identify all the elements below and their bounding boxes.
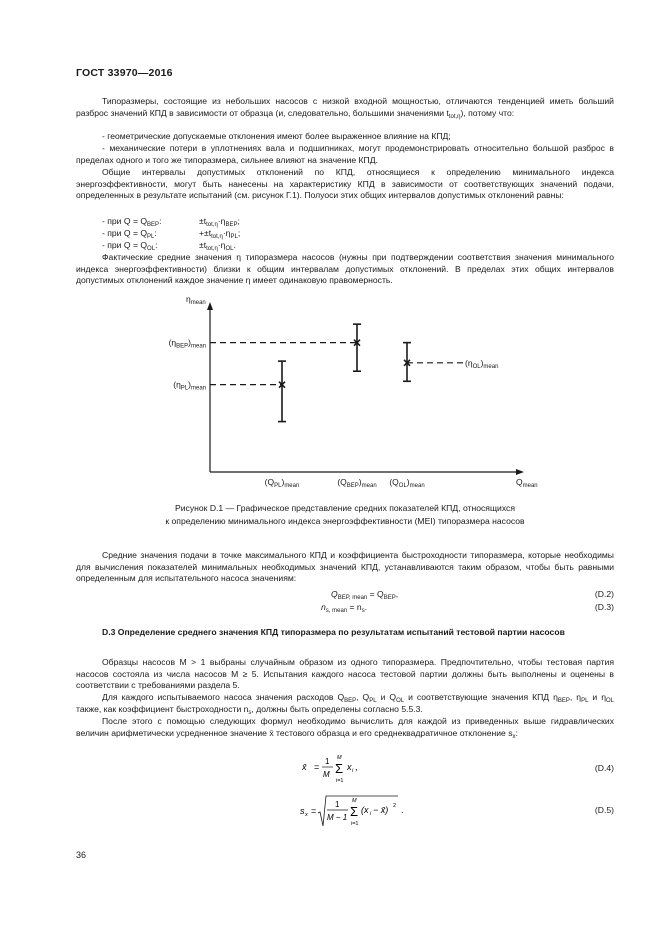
eq5-sum-top: M [352, 798, 357, 804]
eq4-equals: = [314, 762, 320, 772]
y-label-bep: $(\eta_{BEP})_{mean}$ [168, 337, 206, 350]
eq5-equals: = [311, 806, 317, 816]
eq5-term-sup: 2 [393, 803, 397, 809]
paragraph-3: Фактические средние значения η типоразмера насосов (нужны при подтверждении соответствия значения минимального индекса энергоэффективности) близки к общим интервалам допустимых отклонений. В пределах этих общих интервалов допустимых отклонений каждое значение η имеет одинаковую правомерность. [76, 252, 614, 286]
eq4-end: , [355, 762, 358, 772]
chart-canvas [169, 294, 538, 489]
eq5-end: . [401, 805, 404, 815]
list-item: - геометрические допускаемые отклонения имеют более выраженное влияние на КПД; [102, 131, 451, 141]
equation-d3-formula: $n_{s, mean} = n_s$. [321, 602, 368, 614]
paragraph-1: Типоразмеры, состоящие из небольших насосов с низкой входной мощностью, отличаются тенденцией иметь больший разброс значений КПД в зависимости от образца (и, следовательно, большими значениями $t_{tot,\eta}$), потому что: [76, 96, 614, 120]
eq5-sum-bot: i=1 [351, 821, 359, 827]
eq4-term-sub: i [352, 768, 354, 774]
x-label-bep: $(Q_{BEP})_{mean}$ [337, 477, 377, 489]
eq5-sigma: Σ [350, 804, 359, 819]
page-number: 36 [76, 850, 87, 860]
eq5-lhs-sub: x [305, 812, 308, 818]
eq5-term: (x [361, 805, 369, 815]
document-header: ГОСТ 33970—2016 [76, 67, 173, 79]
equation-number: (D.5) [594, 805, 614, 815]
figure-d1-chart [150, 294, 540, 494]
tolerance-case-value: $\pm t_{tot,\eta}\cdot\eta_{OL}$. [199, 240, 236, 252]
x-label-ol: $(Q_{OL})_{mean}$ [389, 477, 425, 489]
tolerance-case-value: $+\pm t_{tot,\eta}\cdot\eta_{PL}$; [199, 228, 241, 240]
eq4-frac-den: M [323, 770, 330, 779]
eq5-term-sub: i [370, 811, 372, 817]
x-label-pl: $(Q_{PL})_{mean}$ [264, 477, 300, 489]
eq5-lhs: s [300, 806, 305, 816]
eq4-sum-top: M [337, 755, 342, 761]
paragraph-2: Общие интервалы допустимых отклонений по КПД, относящиеся к определению минимального индекса энергоэффективности, могут быть нанесены на характеристику КПД в зависимости от соответствующих значений подачи, определенных в результате испытаний (см. рисунок Г.1). Полуоси этих общих интервалов допустимых отклонений равны: [76, 167, 614, 201]
equation-number: (D.3) [594, 602, 614, 612]
paragraph-5: Образцы насосов M > 1 выбраны случайным образом из одного типоразмера. Предпочтительно, чтобы тестовая партия насосов состояла из числа насосов M ≥ 5. Испытания каждого насоса тестовой партии должны быть выполнены и оценены в соответствии с требованиями раздела 5. [76, 657, 614, 691]
eq4-sigma: Σ [335, 761, 344, 776]
paragraph-6: Для каждого испытываемого насоса значения расходов $Q_{BEP}$, $Q_{PL}$ и $Q_{OL}$ и соответствующие значения КПД $\eta_{BEP}$, $\eta_{PL}$ и $\eta_{OL}$ также, как коэффициент быстроходности $n_s$, должны быть определены согласно 5.5.3. [76, 692, 614, 716]
tolerance-case-label: - при $Q = Q_{PL}$: [102, 228, 157, 240]
figure-caption-line1: Рисунок D.1 — Графическое представление средних показателей КПД, относящихся [175, 503, 515, 513]
y-label-pl: $(\eta_{PL})_{mean}$ [173, 379, 206, 392]
eq5-frac-den: M − 1 [327, 813, 348, 822]
list-item: - механические потери в уплотнениях вала и подшипниках, могут продемонстрировать относительно большой разброс в пределах одного и того же типоразмера, сильнее влияют на значение КПД. [76, 143, 614, 165]
eq5-term-mid: − x̄) [373, 805, 389, 815]
tolerance-case-value: $\pm t_{tot,\eta}\cdot\eta_{BEP}$; [199, 216, 240, 228]
equation-d2 [76, 589, 614, 601]
paragraph-4: Средние значения подачи в точке максимального КПД и коэффициента быстроходности типоразмера, которые необходимы для вычисления показателей минимальных необходимых значений КПД, устанавливаются таким образом, чтобы быть равными определенным для испытательного насоса значениям: [76, 550, 614, 584]
x-axis-arrow [516, 469, 524, 475]
eq4-lhs: x̄ [302, 762, 307, 772]
equation-number: (D.2) [594, 589, 614, 599]
x-axis-label: $Q_{mean}$ [516, 477, 538, 489]
section-title-d3: D.3 Определение среднего значения КПД типоразмера по результатам испытаний тестовой партии насосов [102, 627, 565, 637]
tolerance-case-label: - при $Q = Q_{OL}$: [102, 240, 158, 252]
eq4-term: x [347, 762, 352, 772]
paragraph-7: После этого с помощью следующих формул необходимо вычислить для каждой из приведенных выше гидравлических величин арифметически усредненное значение x̄ тестового образца и его среднеквадратичное отклонение $s_x$: [76, 716, 614, 740]
equation-d3 [76, 602, 614, 614]
eq4-frac-num: 1 [325, 757, 330, 766]
y-axis-arrow [207, 302, 213, 310]
equation-d4 [76, 763, 614, 775]
equation-d2-formula: $Q_{BEP, mean} = Q_{BEP}$, [331, 589, 399, 601]
y-axis-label: $\eta_{mean}$ [186, 294, 206, 306]
tolerance-case-label: - при $Q = Q_{BEP}$: [102, 216, 162, 228]
eq5-frac-num: 1 [335, 800, 340, 809]
right-label-ol: $(\eta_{OL})_{mean}$ [465, 357, 499, 370]
equation-number: (D.4) [594, 763, 614, 773]
eq4-sum-bot: i=1 [336, 778, 344, 784]
figure-caption-line2: к определению минимального индекса энергоэффективности (MEI) типоразмера насосов [165, 516, 525, 526]
equation-d5 [76, 805, 614, 817]
